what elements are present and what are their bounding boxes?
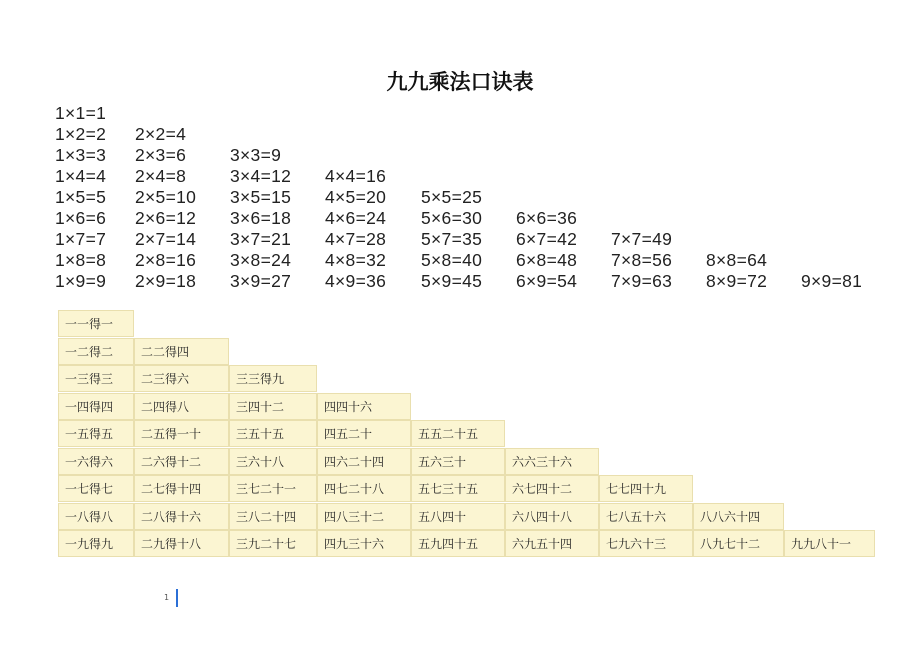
formula-item: 2×9=18 xyxy=(135,271,197,291)
table-cell: 四四十六 xyxy=(317,393,411,420)
formula-item: 1×4=4 xyxy=(55,166,107,186)
formula-item: 1×1=1 xyxy=(55,103,107,123)
formula-item: 5×7=35 xyxy=(421,229,483,249)
table-cell: 三三得九 xyxy=(229,365,317,392)
formula-item: 3×9=27 xyxy=(230,271,292,291)
formula-item: 6×6=36 xyxy=(516,208,578,228)
formula-item: 8×8=64 xyxy=(706,250,768,270)
table-cell: 四五二十 xyxy=(317,420,411,447)
formula-item: 3×3=9 xyxy=(230,145,282,165)
table-cell: 一七得七 xyxy=(58,475,134,502)
table-cell: 二九得十八 xyxy=(134,530,229,557)
formula-item: 6×7=42 xyxy=(516,229,578,249)
formula-item: 7×7=49 xyxy=(611,229,673,249)
table-cell: 一五得五 xyxy=(58,420,134,447)
formula-item: 2×5=10 xyxy=(135,187,197,207)
formula-item: 4×8=32 xyxy=(325,250,387,270)
table-cell: 一二得二 xyxy=(58,338,134,365)
formula-item: 4×6=24 xyxy=(325,208,387,228)
table-cell: 三六十八 xyxy=(229,448,317,475)
formula-item: 1×7=7 xyxy=(55,229,107,249)
formula-item: 4×9=36 xyxy=(325,271,387,291)
formula-item: 2×6=12 xyxy=(135,208,197,228)
formula-item: 4×5=20 xyxy=(325,187,387,207)
table-cell: 二八得十六 xyxy=(134,503,229,530)
formula-item: 6×8=48 xyxy=(516,250,578,270)
formula-item: 1×3=3 xyxy=(55,145,107,165)
formula-item: 7×8=56 xyxy=(611,250,673,270)
formula-item: 5×5=25 xyxy=(421,187,483,207)
table-cell: 五九四十五 xyxy=(411,530,505,557)
table-cell: 一四得四 xyxy=(58,393,134,420)
table-cell: 一八得八 xyxy=(58,503,134,530)
table-cell: 二四得八 xyxy=(134,393,229,420)
formula-item: 2×7=14 xyxy=(135,229,197,249)
table-cell: 九九八十一 xyxy=(784,530,875,557)
formula-item: 4×4=16 xyxy=(325,166,387,186)
table-cell: 六七四十二 xyxy=(505,475,599,502)
table-cell: 六六三十六 xyxy=(505,448,599,475)
formula-item: 3×7=21 xyxy=(230,229,292,249)
formula-item: 2×8=16 xyxy=(135,250,197,270)
table-cell: 一六得六 xyxy=(58,448,134,475)
formula-item: 1×9=9 xyxy=(55,271,107,291)
formula-item: 3×5=15 xyxy=(230,187,292,207)
page-number: 1 xyxy=(164,593,170,602)
table-cell: 三八二十四 xyxy=(229,503,317,530)
table-cell: 五五二十五 xyxy=(411,420,505,447)
table-cell: 四六二十四 xyxy=(317,448,411,475)
table-cell: 二七得十四 xyxy=(134,475,229,502)
table-cell: 五七三十五 xyxy=(411,475,505,502)
text-cursor xyxy=(176,589,178,607)
formula-item: 4×7=28 xyxy=(325,229,387,249)
table-cell: 三五十五 xyxy=(229,420,317,447)
formula-item: 2×2=4 xyxy=(135,124,187,144)
table-cell: 八八六十四 xyxy=(693,503,784,530)
page-title: 九九乘法口诀表 xyxy=(386,70,534,94)
formula-item: 8×9=72 xyxy=(706,271,768,291)
table-cell: 二六得十二 xyxy=(134,448,229,475)
formula-item: 9×9=81 xyxy=(801,271,863,291)
formula-item: 1×2=2 xyxy=(55,124,107,144)
formula-item: 3×8=24 xyxy=(230,250,292,270)
table-cell: 五六三十 xyxy=(411,448,505,475)
table-cell: 六八四十八 xyxy=(505,503,599,530)
table-cell: 一三得三 xyxy=(58,365,134,392)
table-cell: 二五得一十 xyxy=(134,420,229,447)
table-cell: 五八四十 xyxy=(411,503,505,530)
formula-item: 7×9=63 xyxy=(611,271,673,291)
formula-item: 5×6=30 xyxy=(421,208,483,228)
table-cell: 七七四十九 xyxy=(599,475,693,502)
table-cell: 三四十二 xyxy=(229,393,317,420)
table-cell: 四七二十八 xyxy=(317,475,411,502)
table-cell: 三七二十一 xyxy=(229,475,317,502)
formula-item: 2×4=8 xyxy=(135,166,187,186)
table-cell: 六九五十四 xyxy=(505,530,599,557)
formula-item: 1×8=8 xyxy=(55,250,107,270)
table-cell: 四八三十二 xyxy=(317,503,411,530)
table-cell: 一九得九 xyxy=(58,530,134,557)
table-cell: 八九七十二 xyxy=(693,530,784,557)
formula-item: 6×9=54 xyxy=(516,271,578,291)
table-cell: 二二得四 xyxy=(134,338,229,365)
table-cell: 一一得一 xyxy=(58,310,134,337)
table-cell: 四九三十六 xyxy=(317,530,411,557)
formula-item: 3×6=18 xyxy=(230,208,292,228)
formula-item: 5×9=45 xyxy=(421,271,483,291)
table-cell: 七九六十三 xyxy=(599,530,693,557)
table-cell: 三九二十七 xyxy=(229,530,317,557)
formula-item: 5×8=40 xyxy=(421,250,483,270)
formula-item: 2×3=6 xyxy=(135,145,187,165)
formula-item: 1×5=5 xyxy=(55,187,107,207)
formula-item: 1×6=6 xyxy=(55,208,107,228)
table-cell: 七八五十六 xyxy=(599,503,693,530)
formula-item: 3×4=12 xyxy=(230,166,292,186)
table-cell: 二三得六 xyxy=(134,365,229,392)
